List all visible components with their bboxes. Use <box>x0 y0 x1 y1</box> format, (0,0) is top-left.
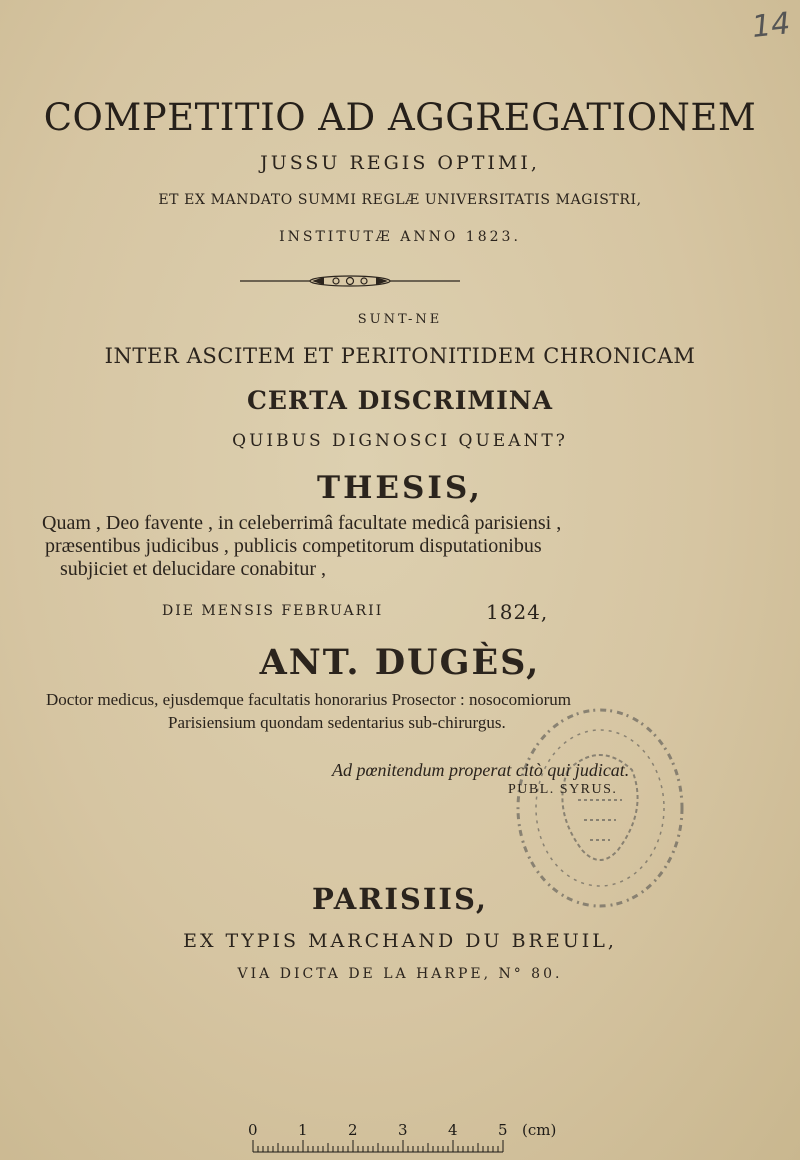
ruler-label: 4 <box>448 1121 458 1139</box>
body-line: subjiciet et delucidare conabitur , <box>60 558 327 580</box>
ornament-divider <box>240 274 460 288</box>
date-text: DIE MENSIS FEBRUARII <box>162 603 384 619</box>
thesis-body <box>30 512 670 581</box>
epigraph-quote: Ad pœnitendum properat citò qui judicat. <box>332 760 630 780</box>
author-role-line-1: Doctor medicus, ejusdemque facultatis honorarius Prosector : nosocomiorum <box>46 690 571 709</box>
ruler-label: 0 <box>248 1121 258 1139</box>
question-line-3: QUIBUS DIGNOSCI QUEANT? <box>232 431 568 451</box>
imprint-printer: EX TYPIS MARCHAND DU BREUIL, <box>183 930 617 952</box>
scale-ruler <box>244 1118 564 1158</box>
handwritten-page-number: 14 <box>750 6 792 45</box>
subtitle-instituta: INSTITUTÆ ANNO 1823. <box>279 229 521 245</box>
ruler-label: 3 <box>398 1121 408 1139</box>
subtitle-mandato: ET EX MANDATO SUMMI REGLÆ UNIVERSITATIS MAGISTRI, <box>158 192 642 208</box>
imprint-place: PARISIIS, <box>312 882 488 916</box>
author-role-line-2: Parisiensium quondam sedentarius sub-chirurgus. <box>168 713 506 732</box>
epigraph-author: PUBL. SYRUS. <box>508 782 618 797</box>
date-year: 1824, <box>486 600 549 624</box>
ruler-label: 2 <box>348 1121 358 1139</box>
ruler-unit: (cm) <box>522 1121 557 1139</box>
thesis-heading: THESIS, <box>317 470 483 506</box>
imprint-address: VIA DICTA DE LA HARPE, N° 80. <box>237 966 563 982</box>
body-line: Quam , Deo favente , in celeberrimâ facultate medicâ parisiensi , <box>42 512 562 534</box>
body-line: præsentibus judicibus , publicis competitorum disputationibus <box>45 535 542 557</box>
subtitle-jussu: JUSSU REGIS OPTIMI, <box>260 152 540 174</box>
question-intro: SUNT-NE <box>357 312 443 327</box>
question-line-1: INTER ASCITEM ET PERITONITIDEM CHRONICAM <box>104 344 696 368</box>
document-title: COMPETITIO AD AGGREGATIONEM <box>43 96 757 139</box>
ruler-label: 5 <box>498 1121 508 1139</box>
question-line-2: CERTA DISCRIMINA <box>246 386 554 415</box>
author-name: ANT. DUGÈS, <box>259 642 541 683</box>
ruler-label: 1 <box>298 1121 308 1139</box>
